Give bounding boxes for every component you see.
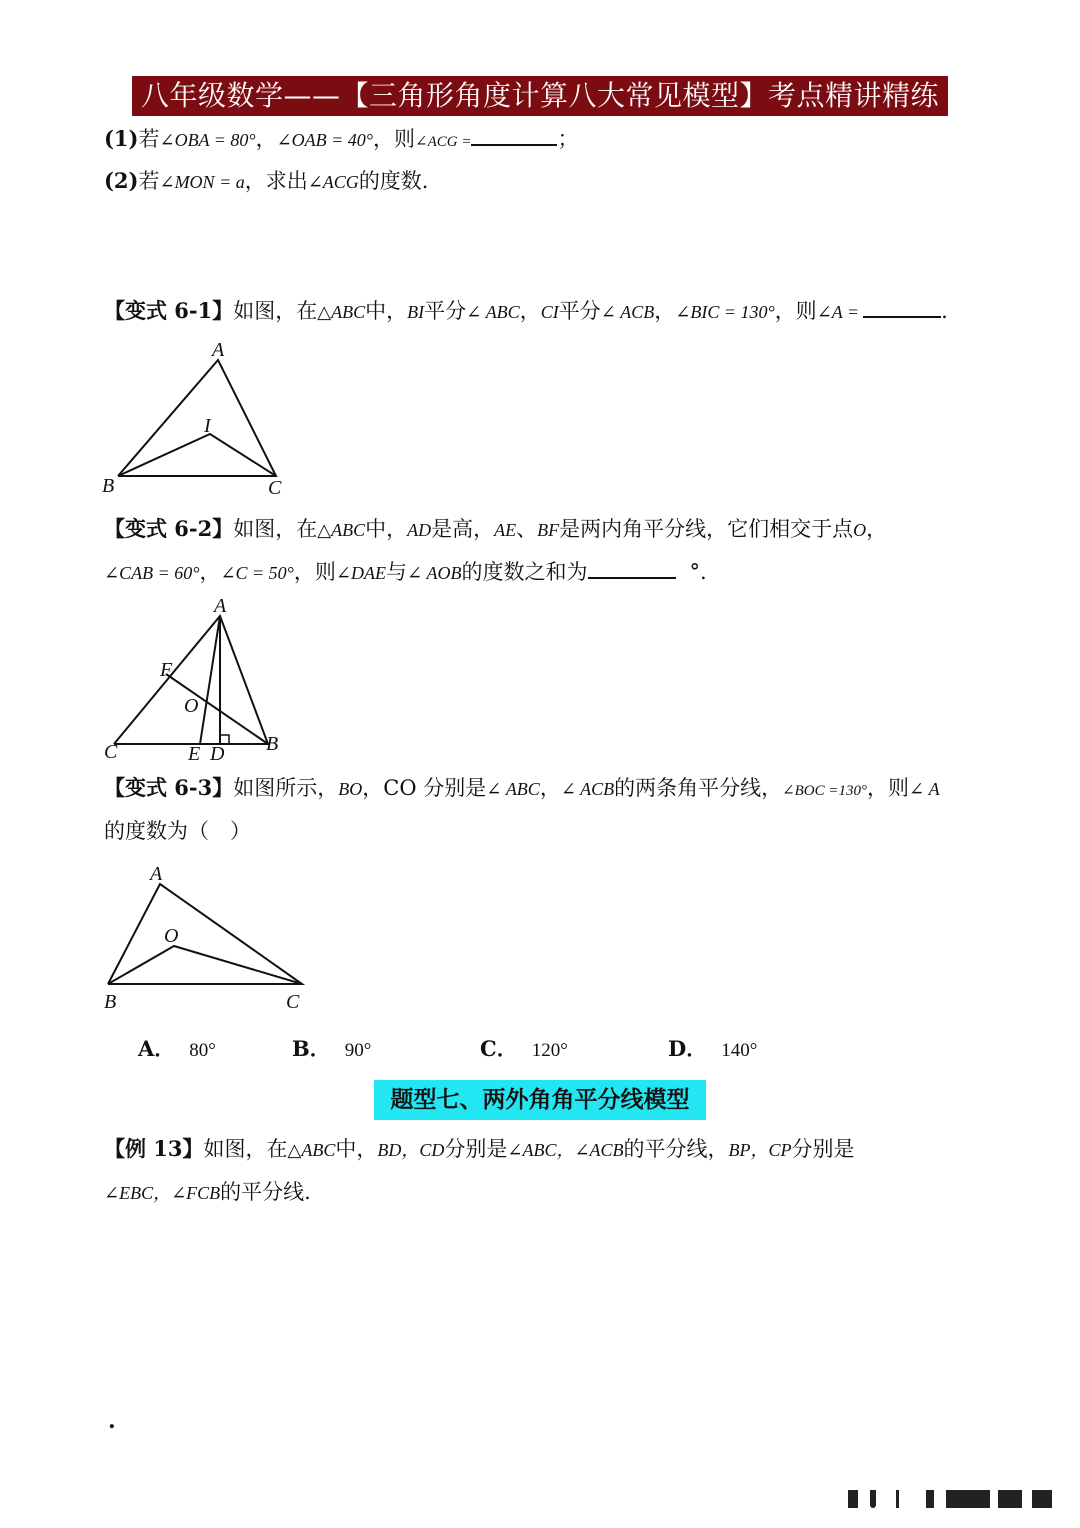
math: ∠A =	[816, 302, 860, 322]
variant-6-1-text	[104, 296, 948, 327]
text: 如图，在	[233, 299, 318, 323]
question-part-1	[104, 124, 578, 157]
text: ，	[539, 776, 561, 800]
part-number: (2)	[104, 168, 139, 193]
text: ，	[255, 127, 277, 151]
label-c: C	[104, 741, 118, 763]
toolbar-icons	[848, 1488, 1058, 1510]
option-value: 140°	[721, 1040, 758, 1061]
option-c[interactable]	[480, 1034, 568, 1066]
option-value: 120°	[531, 1040, 568, 1061]
option-label: C．	[480, 1036, 518, 1061]
text: ，	[199, 560, 221, 584]
label-b: B	[266, 733, 279, 755]
option-value: 80°	[189, 1040, 216, 1061]
answer-blank	[471, 126, 557, 146]
text: ，则	[774, 299, 817, 323]
math: ∠DAE	[335, 563, 386, 583]
triangle-abc	[118, 360, 276, 476]
answer-blank	[588, 559, 676, 579]
math: ∠ACG	[307, 172, 359, 192]
math: △ABC	[287, 1140, 336, 1160]
label-f: F	[160, 659, 173, 681]
text: °.	[689, 560, 707, 584]
label-o: O	[184, 695, 199, 717]
math: CI	[540, 302, 559, 322]
text: 分别是	[791, 1137, 855, 1161]
label-a: A	[212, 339, 225, 361]
text: 平分	[558, 299, 601, 323]
text: 的度数之和为	[461, 560, 588, 584]
label-c: C	[286, 991, 300, 1013]
math: AE	[494, 520, 517, 540]
math: ∠ A	[909, 779, 940, 799]
answer-blank	[863, 298, 941, 318]
label-i: I	[204, 415, 211, 437]
bisector-bf	[166, 674, 268, 744]
figure-6-1-triangle	[96, 338, 306, 500]
page-title: 八年级数学——【三角形角度计算八大常见模型】考点精讲精练	[132, 76, 948, 116]
text: 若	[138, 127, 160, 151]
math: BI	[407, 302, 425, 322]
text: ，	[519, 299, 541, 323]
text: 若	[138, 169, 160, 193]
stray-dot: .	[108, 1408, 116, 1434]
text: ，CO 分别是	[362, 776, 487, 800]
text: 是两内角平分线，它们相交于点	[559, 517, 854, 541]
math: ∠C = 50°	[220, 563, 294, 583]
figure-6-3-triangle	[96, 860, 316, 1018]
question-part-2	[104, 166, 429, 197]
variant-6-3-text-line1	[104, 773, 940, 806]
text: ，求出	[244, 169, 308, 193]
example-13-text-line2	[104, 1177, 311, 1208]
text: ，则	[293, 560, 336, 584]
text: 的两条角平分线，	[614, 776, 783, 800]
figure-6-2-triangle	[96, 594, 296, 766]
part-number: (1)	[104, 126, 139, 151]
variant-6-2-text-line1	[104, 514, 887, 545]
math: ∠OBA = 80°	[159, 130, 256, 150]
text: ；	[557, 127, 579, 151]
question-tag: 【变式 6-2】	[104, 516, 234, 541]
text: 的度数.	[358, 169, 429, 193]
question-tag: 【变式 6-1】	[104, 298, 234, 323]
math: ∠EBC，∠FCB	[104, 1183, 221, 1203]
math: BD，CD	[377, 1140, 445, 1160]
text: 、	[516, 517, 538, 541]
text: 中，	[335, 1137, 378, 1161]
math: ∠BOC =130°	[782, 783, 868, 799]
text: 分别是	[444, 1137, 508, 1161]
label-d: D	[210, 743, 225, 765]
math: ∠ACG =	[415, 134, 472, 150]
math: BO	[338, 779, 363, 799]
label-o: O	[164, 925, 179, 947]
text: 平分	[424, 299, 467, 323]
text: ，则	[373, 127, 415, 151]
label-b: B	[104, 991, 117, 1013]
option-label: B．	[292, 1036, 331, 1061]
text: 如图，在	[203, 1137, 288, 1161]
text: ，则	[867, 776, 910, 800]
math: ∠ AOB	[406, 563, 462, 583]
example-13-text-line1	[104, 1134, 855, 1165]
math: ∠CAB = 60°	[104, 563, 200, 583]
text: 中，	[365, 299, 408, 323]
label-c: C	[268, 477, 282, 499]
section-title: 题型七、两外角角平分线模型	[374, 1080, 706, 1120]
text: 如图所示，	[233, 776, 339, 800]
math: BP，CP	[728, 1140, 792, 1160]
text: 中，	[365, 517, 408, 541]
option-a[interactable]	[138, 1034, 216, 1066]
label-e: E	[188, 743, 201, 765]
math: BF	[537, 520, 560, 540]
variant-6-2-text-line2	[104, 557, 707, 588]
math: ∠OAB = 40°	[276, 130, 373, 150]
math: ∠ABC，∠ACB	[507, 1140, 624, 1160]
triangle-abc	[114, 616, 268, 744]
text: 的平分线，	[623, 1137, 729, 1161]
option-b[interactable]	[292, 1034, 371, 1066]
question-tag: 【变式 6-3】	[104, 775, 234, 800]
math: ∠ ABC	[466, 302, 520, 322]
label-b: B	[102, 475, 115, 497]
text: 如图，在	[233, 517, 318, 541]
text: .	[941, 299, 948, 323]
option-value: 90°	[344, 1040, 372, 1061]
math: △ABC	[317, 302, 366, 322]
option-label: D．	[668, 1036, 708, 1061]
question-tag: 【例 13】	[104, 1136, 204, 1161]
text: 的平分线.	[220, 1180, 311, 1204]
math: O	[853, 520, 867, 540]
bisector-lines	[108, 946, 302, 984]
triangle-abc	[108, 884, 302, 984]
option-label: A．	[138, 1036, 176, 1061]
math: ∠MON = a	[159, 172, 245, 192]
text: 与	[385, 560, 407, 584]
text: ，	[866, 517, 888, 541]
label-a: A	[214, 595, 227, 617]
math: ∠ ACB	[600, 302, 655, 322]
math: △ABC	[317, 520, 366, 540]
variant-6-3-text-line2: 的度数为（ ）	[104, 819, 251, 843]
math: ∠ ACB	[560, 779, 615, 799]
label-a: A	[150, 863, 163, 885]
math: ∠ ABC	[486, 779, 540, 799]
option-d[interactable]	[668, 1034, 757, 1066]
bisector-lines	[118, 434, 276, 476]
text: ，	[654, 299, 676, 323]
math: ∠BIC = 130°	[675, 302, 775, 322]
text: 是高，	[431, 517, 495, 541]
math: AD	[407, 520, 432, 540]
